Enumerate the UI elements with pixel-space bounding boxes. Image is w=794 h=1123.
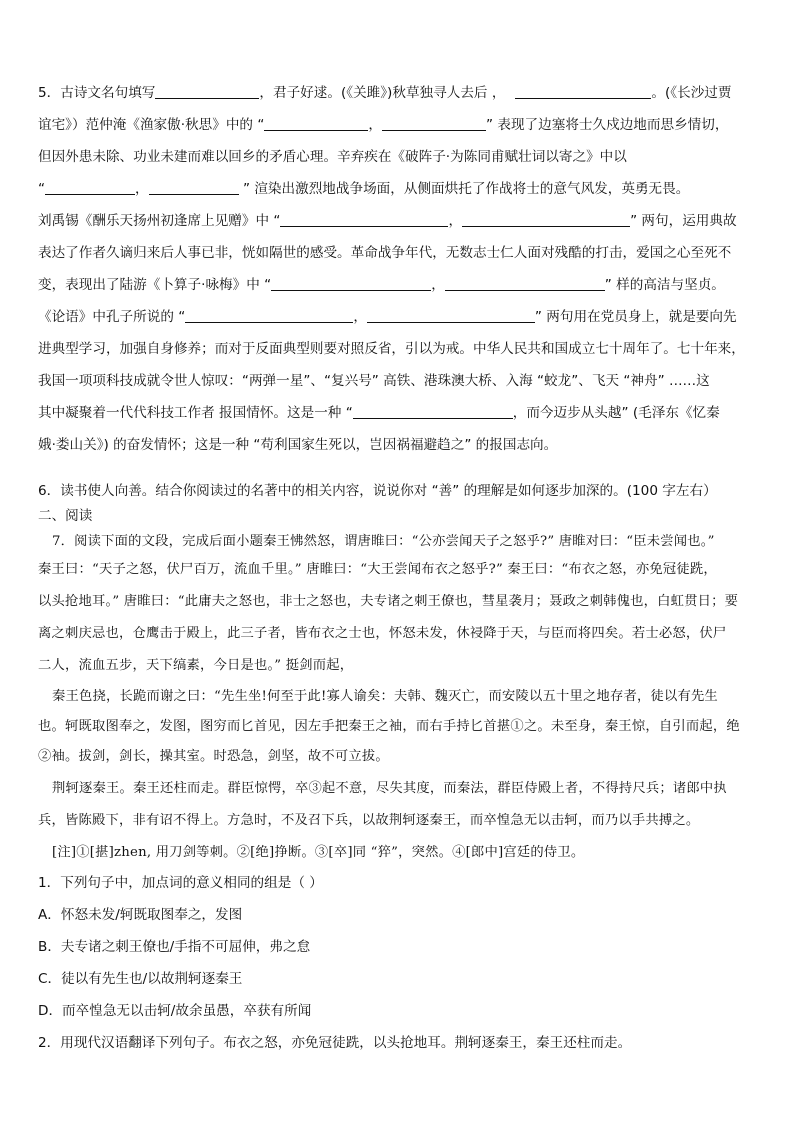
option-d[interactable]: D．而卒惶急无以击轲/故余虽愚，卒获有所闻	[38, 1003, 312, 1019]
answer-blank[interactable]	[353, 404, 513, 419]
q5-text: “	[38, 181, 46, 197]
q5-text: 进典型学习，加强自身修养；而对于反面典型则要对照反省，引以为戒。中华人民共和国成立七十周年了。七十年来，	[38, 341, 745, 357]
q6-line	[38, 480, 760, 502]
annotation-note: [注]①[揕]zhen, 用刀剑等刺。②[绝]挣断。③[卒]同 “猝”，突然。④[郎中]宫廷的侍卫。	[52, 845, 585, 860]
section-heading	[38, 505, 760, 527]
q5-text: ，	[448, 213, 463, 229]
subq2-stem: 2．用现代汉语翻译下列句子。布衣之怒，亦免冠徒跣，以头抢地耳。荆轲逐秦王，秦王还柱而走。	[38, 1035, 632, 1051]
passage-line: 7．阅读下面的文段，完成后面小题秦王怫然怒，谓唐睢曰：“公亦尝闻天子之怒乎?” 唐睢对曰：“臣未尝闻也。”	[52, 534, 715, 549]
q5-line-9	[38, 338, 760, 360]
answer-blank[interactable]	[382, 116, 486, 131]
option-a[interactable]: A．怀怒未发/轲既取图奉之，发图	[38, 907, 243, 923]
passage-line: 秦王曰：“天子之怒，伏尸百万，流血千里。” 唐睢曰：“大王尝闻布衣之怒乎?” 秦王曰：“布衣之怒，亦免冠徒跣，	[38, 562, 717, 577]
q5-text: 变，表现出了陆游《卜算子·咏梅》中 “	[38, 277, 272, 293]
q5-line-10	[38, 370, 760, 392]
passage-line: 以头抢地耳。” 唐睢曰：“此庸夫之怒也，非士之怒也，夫专诸之刺王僚也，彗星袭月；聂政之刺韩傀也，白虹贯日；要	[38, 594, 739, 609]
q5-line-12	[38, 434, 760, 456]
q5-line-1	[38, 82, 760, 104]
section-title: 二、阅读	[38, 508, 93, 524]
passage-line: 秦王色挠，长跪而谢之曰：“先生坐!何至于此!寡人谕矣：夫韩、魏灭亡，而安陵以五十里之地存者，徒以有先生	[52, 689, 718, 704]
q5-text: ，	[135, 181, 149, 197]
q5-line-5	[38, 210, 760, 232]
q5-text: ，	[431, 277, 445, 293]
q5-line-4	[38, 178, 760, 200]
q5-text: 刘禹锡《酬乐天扬州初逢席上见赠》中 “	[38, 213, 281, 229]
q5-text: ，而今迈步从头越” (毛泽东《忆秦	[512, 405, 720, 421]
q5-line-7	[38, 274, 760, 296]
q5-text: ” 渲染出激烈地战争场面，从侧面烘托了作战将士的意气风发，英勇无畏。	[238, 181, 690, 197]
q5-text: 娥·娄山关》) 的奋发情怀；这是一种 “苟利国家生死以，岂因祸福避趋之” 的报国志向。	[38, 437, 558, 453]
answer-blank[interactable]	[149, 180, 239, 195]
answer-blank[interactable]	[185, 308, 353, 323]
q5-line-11	[38, 402, 760, 424]
q5-text: ” 表现了边塞将士久戍边地而思乡情切，	[485, 117, 729, 133]
passage-line: 荆轲逐秦王。秦王还柱而走。群臣惊愕，卒③起不意，尽失其度，而秦法，群臣侍殿上者，不得持尺兵；诸郎中执	[52, 781, 727, 796]
q5-text: ，	[368, 117, 382, 133]
q5-text: 《论语》中孔子所说的 “	[38, 309, 186, 325]
answer-blank[interactable]	[515, 84, 651, 99]
answer-blank[interactable]	[462, 212, 630, 227]
answer-blank[interactable]	[155, 84, 259, 99]
q5-text: ” 样的高洁与坚贞。	[604, 277, 725, 293]
q5-text: 5．古诗文名句填写	[38, 85, 156, 101]
option-b[interactable]: B．夫专诸之刺王僚也/手指不可屈伸，弗之怠	[38, 939, 311, 955]
q5-line-3	[38, 146, 760, 168]
answer-blank[interactable]	[271, 276, 431, 291]
q5-text: 我国一项项科技成就令世人惊叹：“两弹一星”、“复兴号” 高铁、港珠澳大桥、入海 “蛟龙”、飞天 “神舟” ……这	[38, 373, 710, 389]
q6-text: 6．读书使人向善。结合你阅读过的名著中的相关内容，说说你对 “善” 的理解是如何逐步加深的。(100 字左右）	[38, 483, 717, 499]
answer-blank[interactable]	[280, 212, 448, 227]
answer-blank[interactable]	[45, 180, 135, 195]
q5-line-8	[38, 306, 760, 328]
option-c[interactable]: C．徒以有先生也/以故荆轲逐秦王	[38, 971, 243, 987]
q5-text: ” 两句用在党员身上，就是要向先	[534, 309, 737, 325]
answer-blank[interactable]	[264, 116, 368, 131]
passage-line: 二人，流血五步，天下缟素，今日是也。” 挺剑而起，	[38, 658, 354, 673]
q5-line-2	[38, 114, 760, 136]
q5-text: ，君子好逑。(《关雎》)秋草独寻人去后 ，	[259, 85, 506, 101]
q5-text: 谊宅》）范仲淹《渔家傲·秋思》中的 “	[38, 117, 265, 133]
q5-line-6	[38, 242, 760, 264]
q5-text: 。(《长沙过贾	[651, 85, 732, 101]
answer-blank[interactable]	[367, 308, 535, 323]
q5-text: ，	[353, 309, 367, 325]
passage-line: 也。轲既取图奉之，发图，图穷而匕首见，因左手把秦王之袖，而右手持匕首揕①之。未至身，秦王惊，自引而起，绝	[38, 719, 740, 734]
passage-line: ②袖。拔剑，剑长，操其室。时恐急，剑坚，故不可立拔。	[38, 749, 389, 764]
answer-blank[interactable]	[445, 276, 605, 291]
q5-text: 但因外患未除、功业未建而难以回乡的矛盾心理。辛弃疾在《破阵子·为陈同甫赋壮词以寄之》中以	[38, 149, 627, 165]
q5-text: ” 两句，运用典故	[630, 213, 737, 229]
passage-line: 兵，皆陈殿下，非有诏不得上。方急时，不及召下兵，以故荆轲逐秦王，而卒惶急无以击轲，而乃以手共搏之。	[38, 813, 700, 828]
q5-text: 表达了作者久谪归来后人事已非，恍如隔世的感受。革命战争年代，无数志士仁人面对残酷的打击，爱国之心至死不	[38, 245, 732, 261]
passage-line: 离之刺庆忌也，仓鹰击于殿上，此三子者，皆布衣之士也，怀怒未发，休祲降于天，与臣而将四矣。若士必怒，伏尸	[38, 626, 727, 641]
q5-text: 其中凝聚着一代代科技工作者 报国情怀。这是一种 “	[38, 405, 353, 421]
subq1-stem: 1．下列句子中，加点词的意义相同的组是（ ）	[38, 875, 323, 891]
